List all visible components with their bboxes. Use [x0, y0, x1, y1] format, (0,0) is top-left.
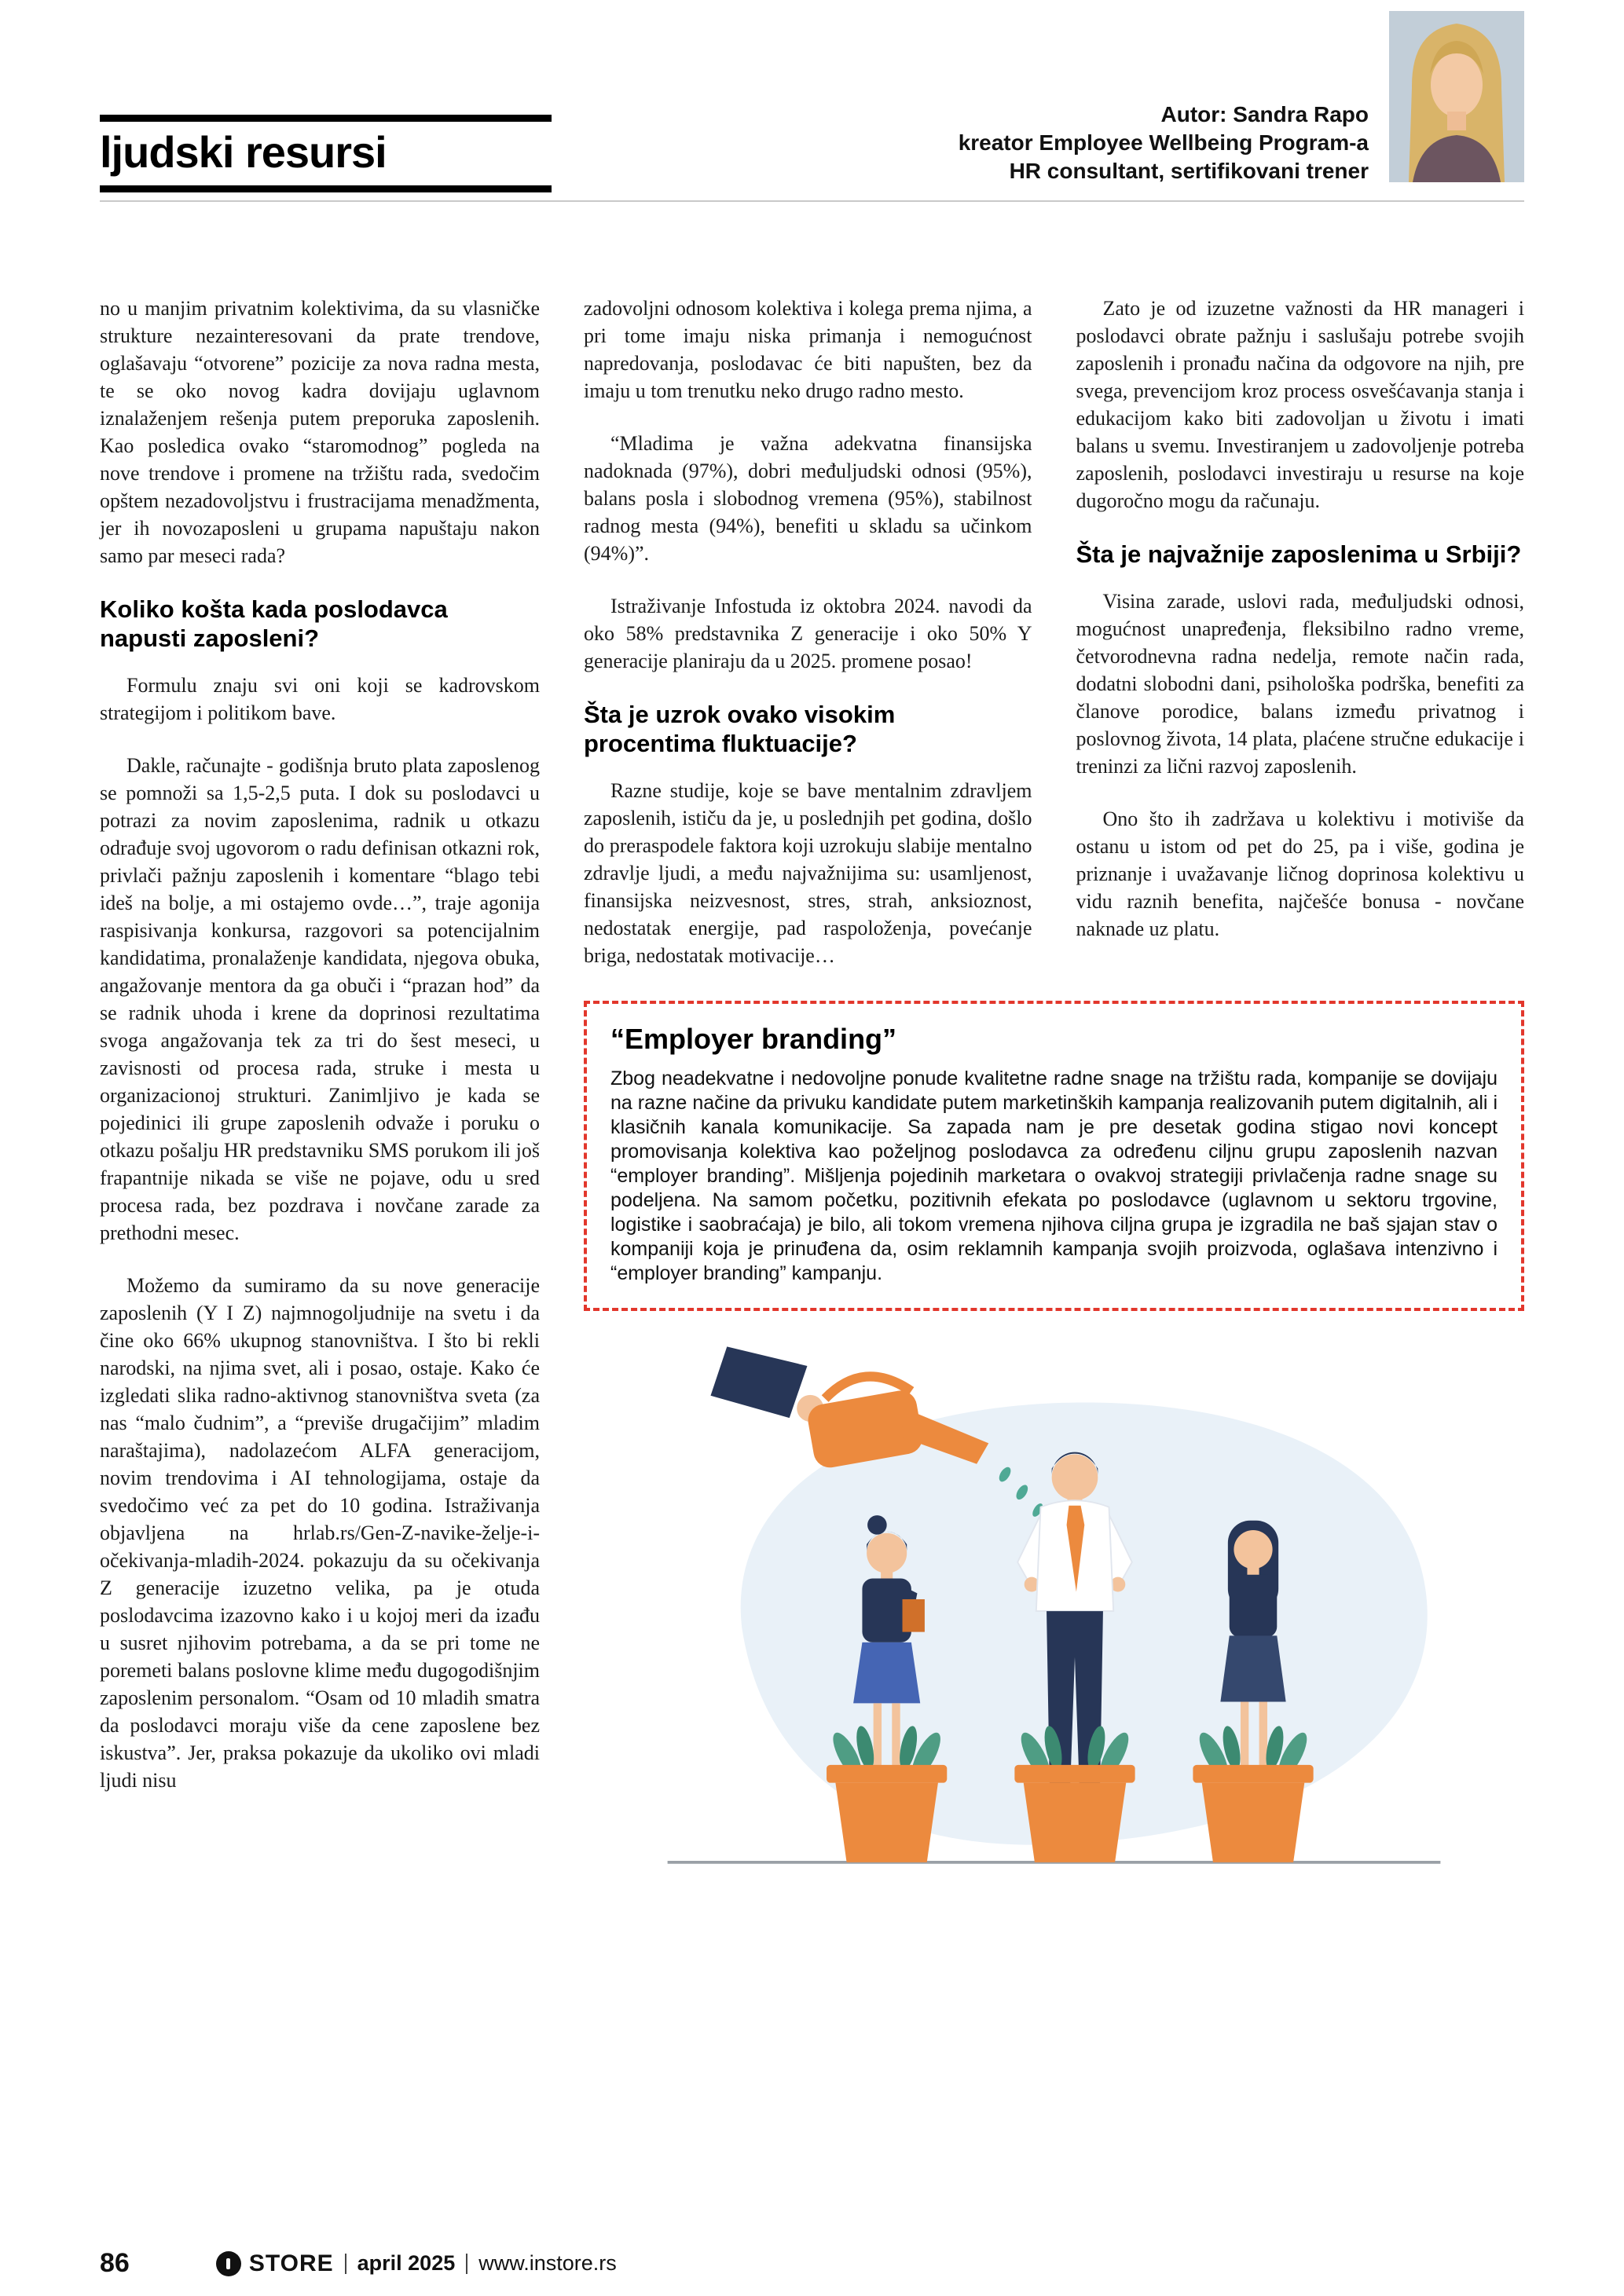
- header-divider: [100, 200, 1524, 202]
- footer-website: www.instore.rs: [478, 2251, 617, 2275]
- author-name: Autor: Sandra Rapo: [1160, 102, 1369, 126]
- paragraph-col2-1: zadovoljni odnosom kolektiva i kolega prema njima, a pri tome imaju niska primanja i nemogućnost napredovanja, poslodavac će biti napušten, bez da imaju u tom trenutku neko drugo radno mesto.: [584, 297, 1032, 402]
- author-role-2: HR consultant, sertifikovani trener: [1009, 159, 1369, 183]
- column-3: [1076, 295, 1525, 994]
- right-region: [584, 295, 1524, 1888]
- author-role-1: kreator Employee Wellbeing Program-a: [958, 130, 1369, 155]
- subheading-fluctuation: Šta je uzrok ovako visokim procentima fluktuacije?: [584, 701, 896, 757]
- column-2: [584, 295, 1032, 994]
- store-logo-icon: [216, 2251, 241, 2276]
- subheading-most-important: Šta je najvažnije zaposlenima u Srbiji?: [1076, 540, 1522, 568]
- section-title-block: [100, 115, 552, 192]
- subheading-cost-of-leaving: Koliko košta kada poslodavca napusti zaposleni?: [100, 595, 448, 652]
- page-header: [100, 0, 1524, 192]
- author-block: [959, 0, 1524, 185]
- paragraph-col3-2: Visina zarade, uslovi rada, međuljudski odnosi, mogućnost unapređenja, fleksibilno radno vreme, četvorodnevna radna nedelja, remote način rada, dodatni slobodni dani, psihološka podrška, benefiti za članove porodice, balans između privatnog i poslovnog života, 14 plata, plaćene stručne edukacije i treninzi za lični razvoj zaposlenih.: [1076, 590, 1524, 778]
- employer-branding-box: [584, 1001, 1524, 1311]
- section-title: ljudski resursi: [100, 127, 387, 177]
- employer-branding-title: “Employer branding”: [610, 1023, 897, 1055]
- paragraph-col2-4: Razne studije, koje se bave mentalnim zdravljem zaposlenih, ističu da je, u poslednjih pet godina, došlo do preraspodele faktora koji uzrokuju slabije mentalno zdravlje ljudi, a među najvažnijima su: usamljenost, finansijska neizvesnost, stres, strah, anksioznost, nedostatak energije, pad raspoloženja, povećanje briga, nedostatak motivacije…: [584, 779, 1032, 967]
- article-body: [100, 295, 1524, 1888]
- columns-2-3: [584, 295, 1524, 994]
- paragraph-col3-3: Ono što ih zadržava u kolektivu i motiviše da ostanu u istom od pet do 25, pa i više, godina je priznanje i uvažavanje ličnog doprinosa kolektivu u vidu raznih benefita, najčešće bonusa - novčane naknade uz platu.: [1076, 807, 1524, 940]
- paragraph-col1-4: Možemo da sumiramo da su nove generacije zaposlenih (Y I Z) najmnogoljudnije na svetu i da čine oko 66% ukupnog stanovništva. I što bi rekli narodski, na njima svet, ali i posao, ostaje. Kako će izgledati slika radno-aktivnog stanovništva sveta (za nas “malo čudnim”, a “previše drugačijim” mladim naraštajima), nadolazećom ALFA generacijom, novim trendovima i AI tehnologijama, ostaje da svedočimo već za pet do 10 godina. Istraživanja objavljena na hrlab.rs/Gen-Z-navike-želje-i-očekivanja-mladih-2024. pokazuju da su očekivanja Z generacije izuzetno velika, pa je otuda poslodavcima izazovno kako i u kojoj meri da izađu u susret njihovim potrebama, a da se pri tome ne poremeti balans poslovne klime među dugogodišnjim zaposlenim personalom. “Osam od 10 mladih smatra da poslodavci moraju više da cene zaposlene bez iskustva”. Jer, praksa pokazuje da ukoliko ovi mladi ljudi nisu: [100, 1274, 540, 1792]
- page-number: 86: [100, 2248, 130, 2278]
- footer-brand: STORE: [248, 2250, 334, 2276]
- author-credits: [959, 101, 1369, 185]
- paragraph-col1-3: Dakle, računajte - godišnja bruto plata zaposlenog se pomnoži sa 1,5-2,5 puta. I dok su poslodavci u potrazi za novim zaposlenima, radnik u otkazu odrađuje svoj ugovorom o radu definisan otkazni rok, privlači pažnju zaposlenih i komentare “blago tebi ideš na bolje, a mi ostajemo ovde…”, traje agonija raspisivanja konkursa, razgovori sa potencijalnim kandidatima, pronalaženje kandidata, njegova obuka, angažovanje mentora da ga obuči i “prazan hod” da se radnik uhoda i krene da doprinosi rezultatima svoga angažovanja tek za tri do šest meseci, u zavisnosti od procesa rada, struke i mesta u organizacionoj strukturi. Zanimljivo je kada se pojedinici ili grupe zaposlenih odvaže i poruku o otkazu pošalju HR predstavniku SMS porukom ili još frapantnije nikada se više ne pojave, odu u sred procesa rada, bez pozdrava i novčane zarade za prethodni mesec.: [100, 754, 540, 1244]
- footer-divider: [345, 2254, 346, 2274]
- watering-people-illustration: [584, 1338, 1524, 1888]
- footer-issue: april 2025: [357, 2251, 456, 2275]
- page-footer: [100, 2248, 617, 2279]
- employer-branding-text: Zbog neadekvatne i nedovoljne ponude kvalitetne radne snage na tržištu rada, kompanije se dovijaju na razne načine da privuku kandidate putem marketinških kampanja realizovanih putem digitalnih, ali i klasičnih kanala komunikacije. Sa zapada nam je pre desetak godina stigao novi koncept promovisanja kolektiva kao poželjnog poslodavca za određenu ciljnu grupu zaposlenih nazvan “employer branding”. Mišljenja pojedinih marketara o ovakvoj strategiji privlačenja radne snage su podeljena. Na samom početku, pozitivnih efekata po poslodavce (uglavnom u sektoru trgovine, logistike i saobraćaja) je bilo, ali tokom vremena njihova ciljna grupa je izgradila ne baš sjajan stav o kompaniji koja je prinuđena da, osim reklamnih kampanja svojih proizvoda, oglašava intenzivno i “employer branding” kampanju.: [610, 1067, 1498, 1284]
- paragraph-col1-2: Formulu znaju svi oni koji se kadrovskom strategijom i politikom bave.: [100, 674, 540, 724]
- flower-pots: [827, 1765, 1314, 1862]
- column-1: [100, 295, 540, 1888]
- footer-divider: [466, 2254, 467, 2274]
- paragraph-col1-1: no u manjim privatnim kolektivima, da su vlasničke strukture nezainteresovani da prate trendove, oglašavaju “otvorene” pozicije za nova radna mesta, te se oko novog kadra dovijaju uglavnom iznalaženjem rešenja putem preporuka zaposlenih. Kao posledica ovako “staromodnog” pogleda na nove trendove i promene na tržištu rada, svedočim opštem nezadovoljstvu i frustracijama menadžmenta, jer ih novozaposleni u grupama napuštaju nakon samo par meseci rada?: [100, 297, 540, 567]
- author-photo: [1389, 11, 1524, 182]
- paragraph-col2-3: Istraživanje Infostuda iz oktobra 2024. navodi da oko 58% predstavnika Z generacije i oko 50% Y generacije planiraju da u 2025. promene posao!: [584, 595, 1032, 672]
- paragraph-col3-1: Zato je od izuzetne važnosti da HR manageri i poslodavci obrate pažnju i saslušaju potrebe svojih zaposlenih i pronađu načina da odgovore na njih, pre svega, prevencijom kroz process osvešćavanja stanja i edukacijom kako biti zadovoljan u životu i imati balans u svemu. Investiranjem u zadovoljenje potreba zaposlenih, poslodavci investiraju u resurse na koje dugoročno mogu da računaju.: [1076, 297, 1524, 512]
- paragraph-col2-2: “Mladima je važna adekvatna finansijska nadoknada (97%), dobri međuljudski odnosi (95%), balans posla i slobodnog vremena (95%), stabilnost radnog mesta (94%), benefiti u skladu sa učinkom (94%)”.: [584, 432, 1032, 565]
